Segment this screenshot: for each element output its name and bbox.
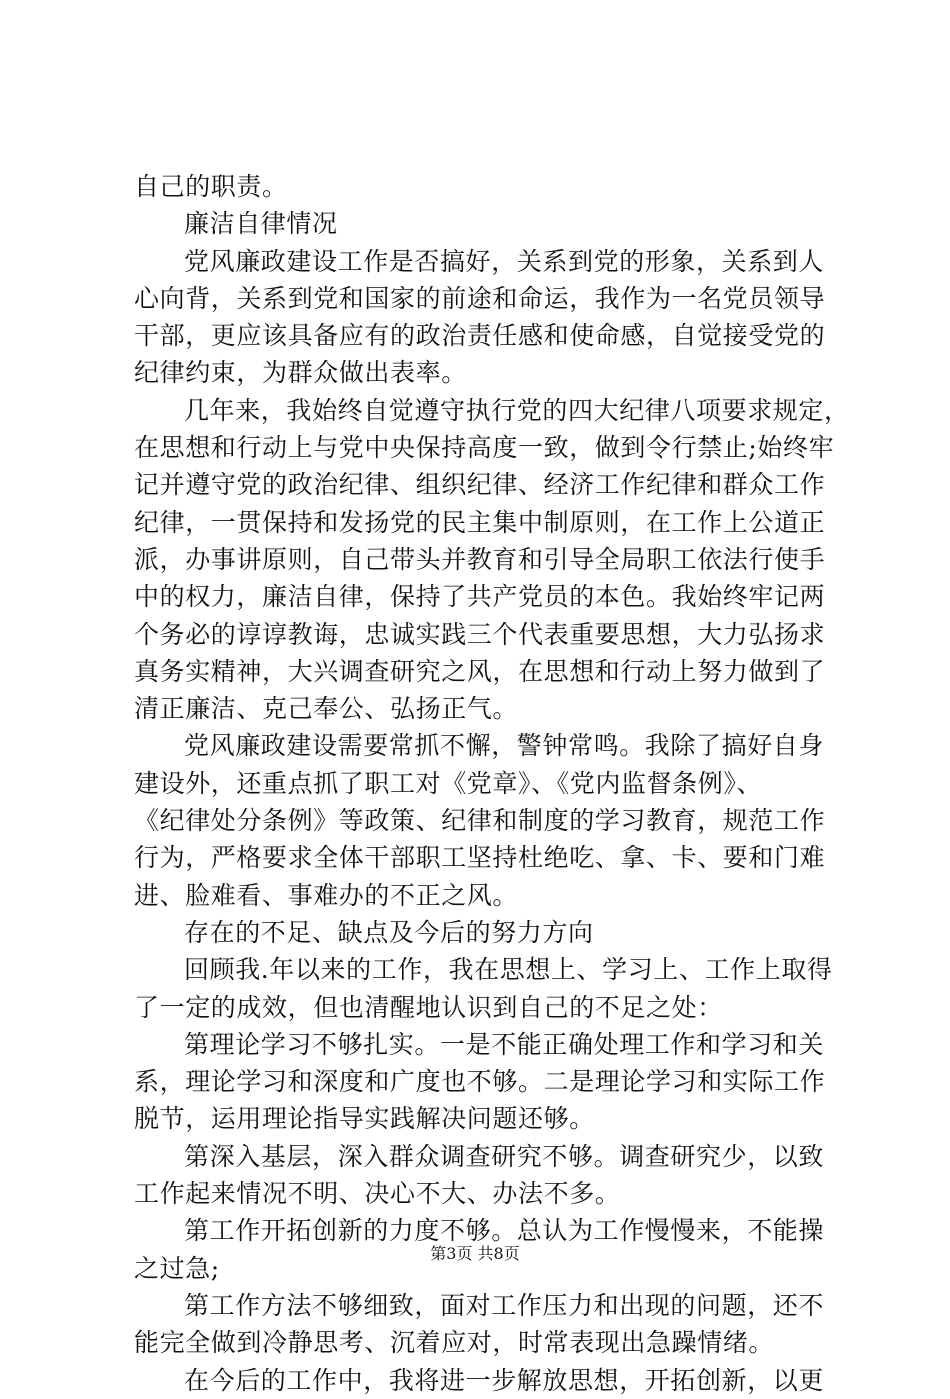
text-line: 真务实精神，大兴调查研究之风，在思想和行动上努力做到了 (134, 656, 826, 686)
text-line: 之过急; (134, 1253, 220, 1283)
text-line: 脱节，运用理论指导实践解决问题还够。 (134, 1104, 595, 1134)
text-line: 进、脸难看、事难办的不正之风。 (134, 880, 519, 910)
section-heading: 存在的不足、缺点及今后的努力方向 (184, 917, 594, 947)
body-text (134, 168, 850, 1399)
text-line: 行为，严格要求全体干部职工坚持杜绝吃、拿、卡、要和门难 (134, 843, 826, 873)
text-line: 第工作方法不够细致，面对工作压力和出现的问题，还不 (184, 1290, 825, 1320)
text-line: 干部，更应该具备应有的政治责任感和使命感，自觉接受党的 (134, 321, 826, 351)
text-line: 在今后的工作中，我将进一步解放思想，开拓创新，以更 (184, 1365, 825, 1395)
text-line: 《纪律处分条例》等政策、纪律和制度的学习教育，规范工作 (134, 806, 826, 836)
text-line: 清正廉洁、克己奉公、弘扬正气。 (134, 694, 519, 724)
text-line: 派，办事讲原则，自己带头并教育和引导全局职工依法行使手 (134, 544, 826, 574)
text-line: 第理论学习不够扎实。一是不能正确处理工作和学习和关 (184, 1029, 825, 1059)
text-line: 纪律，一贯保持和发扬党的民主集中制原则，在工作上公道正 (134, 507, 826, 537)
text-line: 个务必的谆谆教诲，忠诚实践三个代表重要思想，大力弘扬求 (134, 619, 826, 649)
text-line: 第工作开拓创新的力度不够。总认为工作慢慢来，不能操 (184, 1216, 825, 1246)
text-line: 能完全做到冷静思考、沉着应对，时常表现出急躁情绪。 (134, 1328, 775, 1358)
text-line: 在思想和行动上与党中央保持高度一致，做到令行禁止;始终牢 (134, 433, 835, 463)
text-line: 党风廉政建设需要常抓不懈，警钟常鸣。我除了搞好自身 (184, 731, 825, 761)
text-line: 中的权力，廉洁自律，保持了共产党员的本色。我始终牢记两 (134, 582, 826, 612)
page-footer: 第3页 共8页 (430, 1244, 520, 1263)
section-heading: 廉洁自律情况 (184, 209, 338, 239)
text-line: 系，理论学习和深度和广度也不够。二是理论学习和实际工作 (134, 1067, 826, 1097)
text-line: 记并遵守党的政治纪律、组织纪律、经济工作纪律和群众工作 (134, 470, 826, 500)
text-line: 建设外，还重点抓了职工对《党章》、《党内监督条例》、 (134, 768, 763, 798)
text-line: 纪律约束，为群众做出表率。 (134, 358, 467, 388)
text-line: 第深入基层，深入群众调查研究不够。调查研究少，以致 (184, 1141, 825, 1171)
text-line: 了一定的成效，但也清醒地认识到自己的不足之处： (134, 992, 723, 1022)
text-line: 工作起来情况不明、决心不大、办法不多。 (134, 1179, 621, 1209)
text-line: 心向背，关系到党和国家的前途和命运，我作为一名党员领导 (134, 283, 826, 313)
text-line: 自己的职责。 (134, 172, 288, 201)
text-line: 党风廉政建设工作是否搞好，关系到党的形象，关系到人 (184, 246, 825, 276)
text-line: 回顾我.年以来的工作，我在思想上、学习上、工作上取得 (184, 955, 833, 985)
text-line: 几年来，我始终自觉遵守执行党的四大纪律八项要求规定， (184, 395, 850, 425)
